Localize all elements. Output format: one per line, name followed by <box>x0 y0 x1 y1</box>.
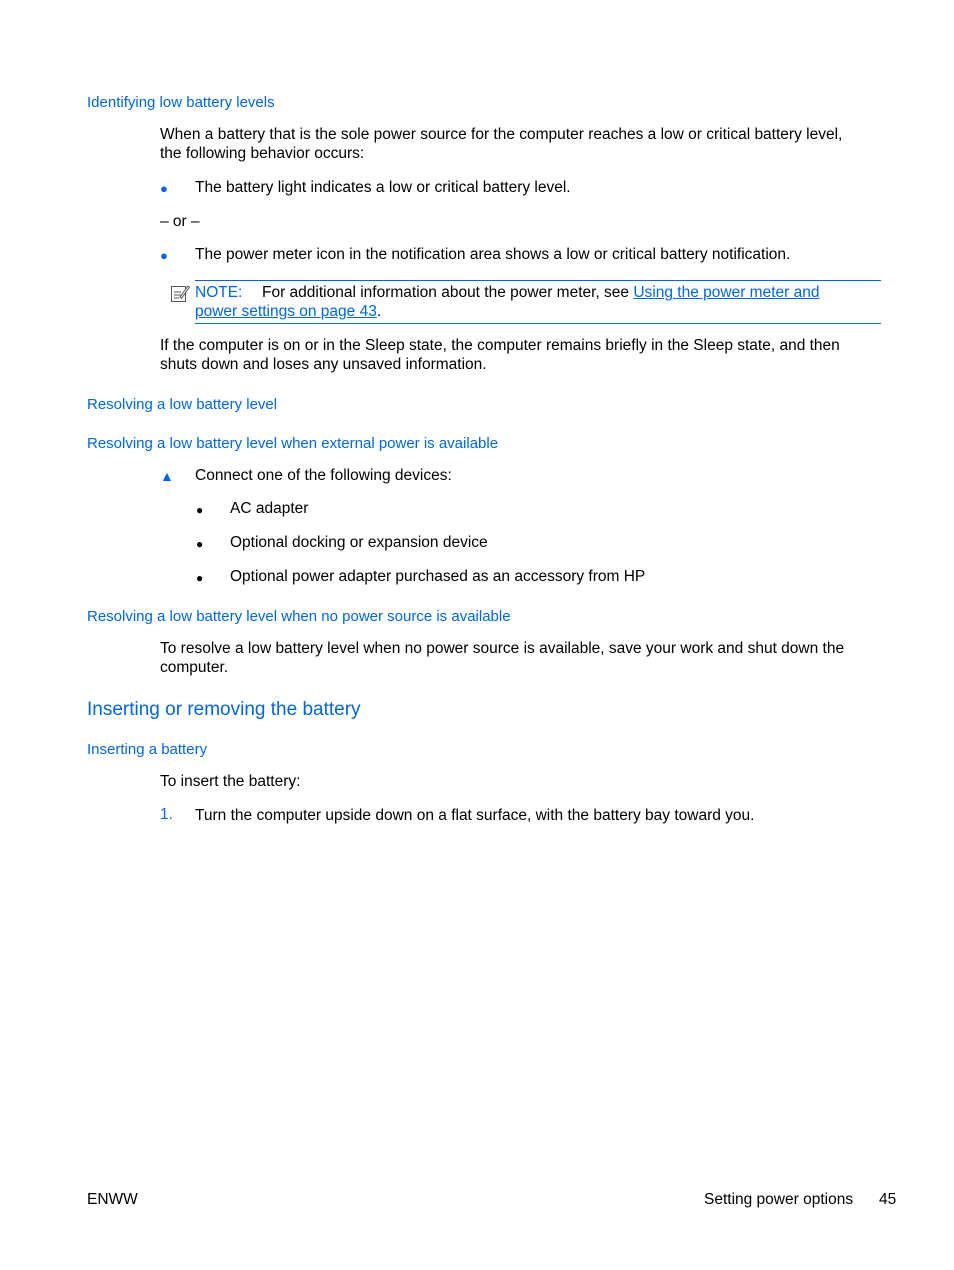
note-link-power-meter[interactable]: Using the power meter and <box>633 284 820 301</box>
step-text: Turn the computer upside down on a flat surface, with the battery bay toward you. <box>195 807 755 824</box>
heading-no-power-source: Resolving a low battery level when no power source is available <box>87 608 511 625</box>
identifying-intro-line2: the following behavior occurs: <box>160 145 365 162</box>
bullet-battery-light: The battery light indicates a low or critical battery level. <box>195 179 571 196</box>
heading-resolving-low-battery: Resolving a low battery level <box>87 396 278 413</box>
bullet-icon: ● <box>196 537 204 551</box>
connect-devices-text: Connect one of the following devices: <box>195 467 452 484</box>
note-line1 <box>195 283 819 303</box>
identifying-intro-line1: When a battery that is the sole power source for the computer reaches a low or critical battery level, <box>160 126 843 143</box>
heading-external-power: Resolving a low battery level when external power is available <box>87 435 499 452</box>
bullet-icon: ● <box>196 571 204 585</box>
triangle-icon: ▲ <box>160 468 174 484</box>
bullet-icon: ● <box>160 181 168 196</box>
note-bottom-rule <box>195 323 881 324</box>
note-pencil-icon <box>170 283 190 303</box>
footer-page-number: 45 <box>879 1191 897 1208</box>
sleep-line2: shuts down and loses any unsaved information. <box>160 356 487 373</box>
device-item: Optional docking or expansion device <box>230 534 488 551</box>
bullet-icon: ● <box>160 248 168 263</box>
note-label: NOTE: <box>195 284 243 301</box>
note-top-rule <box>195 280 881 281</box>
or-separator: – or – <box>160 213 200 230</box>
note-text: For additional information about the power meter, see <box>262 284 630 301</box>
sleep-line1: If the computer is on or in the Sleep state, the computer remains briefly in the Sleep state, and then <box>160 337 840 354</box>
device-item: Optional power adapter purchased as an accessory from HP <box>230 568 646 585</box>
device-item: AC adapter <box>230 500 309 517</box>
footer-section: Setting power options <box>704 1191 854 1208</box>
note-period: . <box>376 303 382 320</box>
bullet-icon: ● <box>196 503 204 517</box>
heading-inserting-battery: Inserting a battery <box>87 741 208 758</box>
heading-inserting-removing: Inserting or removing the battery <box>87 699 361 720</box>
no-power-line1: To resolve a low battery level when no power source is available, save your work and shut down the <box>160 640 845 657</box>
note-line2 <box>195 302 381 322</box>
insert-intro: To insert the battery: <box>160 773 301 790</box>
footer-left: ENWW <box>87 1191 138 1208</box>
bullet-power-meter: The power meter icon in the notification area shows a low or critical battery notification. <box>195 246 791 263</box>
heading-identifying-low-battery: Identifying low battery levels <box>87 94 275 111</box>
no-power-line2: computer. <box>160 659 229 676</box>
note-link-power-settings[interactable]: power settings on page 43 <box>195 303 377 320</box>
step-number: 1. <box>160 806 173 823</box>
